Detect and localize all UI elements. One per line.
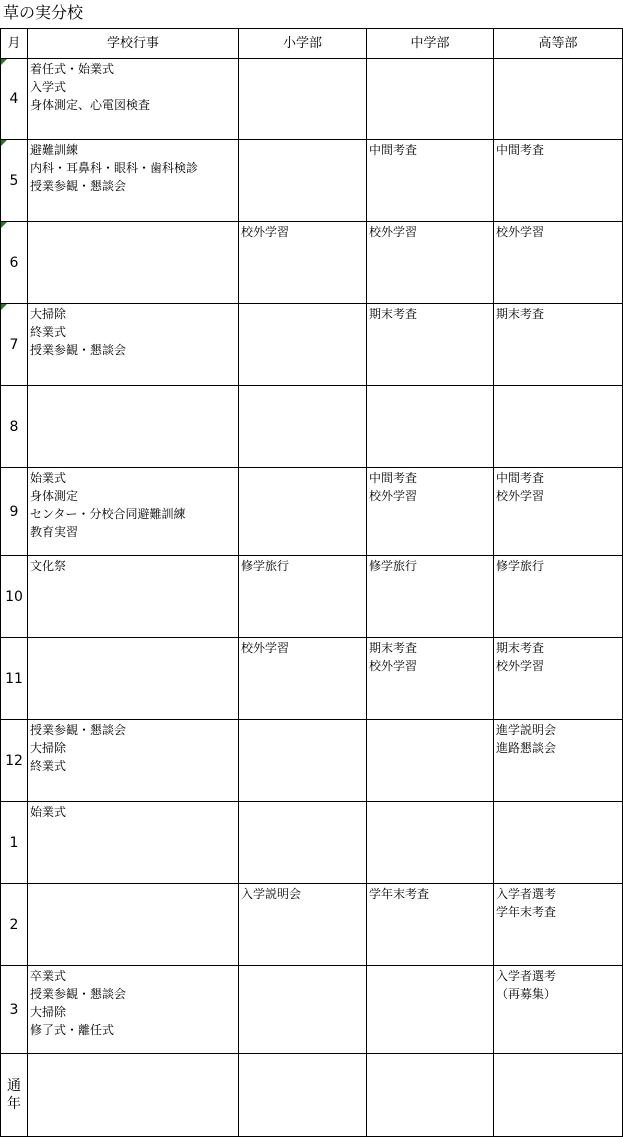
- month-cell[interactable]: [1, 1054, 28, 1137]
- table-row: [1, 1054, 623, 1137]
- senior-high-cell-text: 進学説明会 進路懇談会: [496, 723, 557, 755]
- table-row: [1, 556, 623, 638]
- senior-high-cell[interactable]: [494, 222, 623, 304]
- elementary-cell-text: [239, 140, 366, 141]
- junior-high-cell-text: 学年末考査: [369, 887, 430, 901]
- senior-high-cell-text: 中間考査 校外学習: [496, 471, 545, 503]
- month-cell-text: 9: [9, 503, 19, 520]
- elementary-cell-text: 入学説明会: [241, 887, 302, 901]
- school-events-cell[interactable]: [28, 1054, 239, 1137]
- junior-high-cell[interactable]: [367, 802, 494, 884]
- junior-high-cell-text: 期末考査: [369, 307, 418, 321]
- month-cell-text: 10: [5, 588, 23, 605]
- elementary-cell[interactable]: [239, 222, 367, 304]
- school-events-cell-text: 避難訓練 内科・耳鼻科・眼科・歯科検診 授業参観・懇談会: [30, 143, 199, 193]
- junior-high-cell[interactable]: [367, 884, 494, 966]
- junior-high-cell-text: [367, 966, 493, 967]
- school-events-cell[interactable]: [28, 222, 239, 304]
- school-events-cell-text: 着任式・始業式 入学式 身体測定、心電図検査: [30, 62, 151, 112]
- month-cell-text: 通年: [7, 1078, 21, 1112]
- school-events-cell[interactable]: [28, 966, 239, 1054]
- school-events-cell-text: [28, 222, 238, 223]
- junior-high-cell[interactable]: [367, 966, 494, 1054]
- school-events-cell-text: 授業参観・懇談会 大掃除 終業式: [30, 723, 127, 773]
- month-cell[interactable]: [1, 720, 28, 802]
- school-events-cell-text: 卒業式 授業参観・懇談会 大掃除 修了式・離任式: [30, 969, 127, 1037]
- senior-high-cell[interactable]: [494, 386, 623, 468]
- elementary-cell[interactable]: [239, 884, 367, 966]
- junior-high-cell-text: 中間考査 校外学習: [369, 471, 418, 503]
- school-events-cell-text: 文化祭: [30, 559, 67, 573]
- junior-high-cell[interactable]: [367, 720, 494, 802]
- junior-high-cell-text: [367, 1054, 493, 1055]
- school-events-cell[interactable]: [28, 468, 239, 556]
- senior-high-cell[interactable]: [494, 720, 623, 802]
- school-events-cell[interactable]: [28, 386, 239, 468]
- junior-high-cell[interactable]: [367, 140, 494, 222]
- elementary-cell-text: [239, 59, 366, 60]
- table-row: [1, 966, 623, 1054]
- month-cell[interactable]: [1, 802, 28, 884]
- elementary-cell-text: [239, 304, 366, 305]
- senior-high-cell-text: 期末考査 校外学習: [496, 641, 545, 673]
- junior-high-cell-text: [367, 386, 493, 387]
- month-cell-text: 8: [9, 418, 19, 435]
- elementary-cell[interactable]: [239, 1054, 367, 1137]
- senior-high-cell-text: 期末考査: [496, 307, 545, 321]
- month-cell-text: 2: [9, 916, 19, 933]
- elementary-cell[interactable]: [239, 140, 367, 222]
- senior-high-cell-text: 校外学習: [496, 225, 545, 239]
- month-cell-text: 5: [9, 172, 19, 189]
- senior-high-cell[interactable]: [494, 468, 623, 556]
- school-events-cell-text: [28, 884, 238, 885]
- month-cell[interactable]: [1, 222, 28, 304]
- senior-high-cell[interactable]: [494, 802, 623, 884]
- school-events-cell[interactable]: [28, 720, 239, 802]
- senior-high-cell-text: [494, 59, 622, 60]
- junior-high-cell-text: 修学旅行: [369, 559, 418, 573]
- senior-high-cell-text: [494, 1054, 622, 1055]
- elementary-cell[interactable]: [239, 468, 367, 556]
- junior-high-cell[interactable]: [367, 59, 494, 140]
- elementary-cell[interactable]: [239, 386, 367, 468]
- table-row: [1, 140, 623, 222]
- school-events-cell[interactable]: [28, 59, 239, 140]
- month-cell-text: 4: [9, 91, 19, 107]
- school-events-cell[interactable]: [28, 884, 239, 966]
- junior-high-cell-text: [367, 720, 493, 721]
- table-row: [1, 386, 623, 468]
- senior-high-cell[interactable]: [494, 884, 623, 966]
- elementary-cell-text: 校外学習: [241, 225, 290, 239]
- junior-high-cell[interactable]: [367, 222, 494, 304]
- junior-high-cell[interactable]: [367, 1054, 494, 1137]
- month-cell[interactable]: [1, 556, 28, 638]
- elementary-cell-text: [239, 386, 366, 387]
- school-events-cell-text: [28, 386, 238, 387]
- elementary-cell-text: [239, 802, 366, 803]
- table-row: [1, 468, 623, 556]
- header-month: 月: [1, 29, 28, 59]
- header-school-events: 学校行事: [28, 29, 239, 59]
- school-events-cell[interactable]: [28, 140, 239, 222]
- elementary-cell[interactable]: [239, 304, 367, 386]
- sheet-title: 草の実分校: [3, 3, 84, 22]
- month-cell[interactable]: [1, 59, 28, 140]
- month-cell-text: 7: [9, 336, 19, 353]
- elementary-cell-text: [239, 468, 366, 469]
- junior-high-cell-text: [367, 59, 493, 60]
- elementary-cell[interactable]: [239, 802, 367, 884]
- elementary-cell[interactable]: [239, 720, 367, 802]
- table-row: [1, 304, 623, 386]
- senior-high-cell-text: 中間考査: [496, 143, 545, 157]
- month-cell[interactable]: [1, 140, 28, 222]
- school-events-cell-text: [28, 1054, 238, 1055]
- senior-high-cell[interactable]: [494, 59, 623, 140]
- senior-high-cell[interactable]: [494, 140, 623, 222]
- senior-high-cell[interactable]: [494, 304, 623, 386]
- junior-high-cell[interactable]: [367, 556, 494, 638]
- junior-high-cell-text: 校外学習: [369, 225, 418, 239]
- schedule-table: [0, 28, 623, 1137]
- senior-high-cell-text: 修学旅行: [496, 559, 545, 573]
- month-cell-text: 12: [5, 752, 23, 769]
- school-events-cell-text: [28, 638, 238, 639]
- month-cell-text: 6: [9, 254, 19, 271]
- junior-high-cell[interactable]: [367, 386, 494, 468]
- elementary-cell-text: 修学旅行: [241, 559, 290, 573]
- elementary-cell[interactable]: [239, 966, 367, 1054]
- senior-high-cell[interactable]: [494, 638, 623, 720]
- senior-high-cell-text: [494, 802, 622, 803]
- junior-high-cell[interactable]: [367, 638, 494, 720]
- month-cell[interactable]: [1, 966, 28, 1054]
- elementary-cell-text: 校外学習: [241, 641, 290, 655]
- month-cell[interactable]: [1, 638, 28, 720]
- table-row: [1, 59, 623, 140]
- elementary-cell-text: [239, 720, 366, 721]
- elementary-cell-text: [239, 966, 366, 967]
- school-events-cell[interactable]: [28, 304, 239, 386]
- senior-high-cell-text: [494, 386, 622, 387]
- senior-high-cell[interactable]: [494, 966, 623, 1054]
- school-events-cell-text: 始業式 身体測定 センター・分校合同避難訓練 教育実習: [30, 471, 186, 539]
- school-events-cell[interactable]: [28, 638, 239, 720]
- elementary-cell[interactable]: [239, 59, 367, 140]
- month-cell-text: 11: [5, 670, 23, 687]
- table-row: [1, 638, 623, 720]
- senior-high-cell[interactable]: [494, 556, 623, 638]
- table-row: [1, 802, 623, 884]
- month-cell[interactable]: [1, 386, 28, 468]
- month-cell-text: 3: [9, 1001, 19, 1018]
- senior-high-cell[interactable]: [494, 1054, 623, 1137]
- elementary-cell-text: [239, 1054, 366, 1055]
- senior-high-cell-text: 入学者選考 （再募集）: [496, 969, 557, 1001]
- month-cell[interactable]: [1, 468, 28, 556]
- header-senior-high: 高等部: [494, 29, 623, 59]
- elementary-cell[interactable]: [239, 638, 367, 720]
- elementary-cell[interactable]: [239, 556, 367, 638]
- school-events-cell-text: 始業式: [30, 805, 67, 819]
- header-junior-high: 中学部: [367, 29, 494, 59]
- header-elementary: 小学部: [239, 29, 367, 59]
- school-events-cell[interactable]: [28, 556, 239, 638]
- school-events-cell-text: 大掃除 終業式 授業参観・懇談会: [30, 307, 127, 357]
- junior-high-cell-text: 中間考査: [369, 143, 418, 157]
- month-cell[interactable]: [1, 304, 28, 386]
- table-row: [1, 884, 623, 966]
- junior-high-cell[interactable]: [367, 468, 494, 556]
- junior-high-cell-text: [367, 802, 493, 803]
- table-row: [1, 720, 623, 802]
- senior-high-cell-text: 入学者選考 学年末考査: [496, 887, 557, 919]
- table-row: [1, 222, 623, 304]
- junior-high-cell-text: 期末考査 校外学習: [369, 641, 418, 673]
- month-cell-text: 1: [9, 834, 19, 851]
- junior-high-cell[interactable]: [367, 304, 494, 386]
- header-row: [1, 29, 623, 59]
- school-events-cell[interactable]: [28, 802, 239, 884]
- month-cell[interactable]: [1, 884, 28, 966]
